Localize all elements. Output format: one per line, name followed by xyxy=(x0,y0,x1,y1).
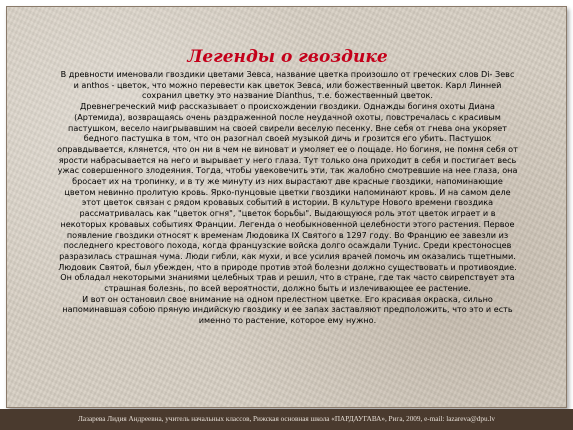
text-line: Людовик Святой, был убежден, что в природе против этой болезни должно существовать и противоядие. xyxy=(58,261,517,272)
text-line: В древности именовали гвоздики цветами Зевса, название цветка произошло от греческих слов Di- Зевс xyxy=(60,69,515,79)
text-line: ярости набрасывается на него и вырывает у него глаза. Тут только она приходит в себя и постигает весь xyxy=(58,154,517,165)
text-line: Он обладал некоторыми знаниями целебных трав и решил, что в стране, где так часто свирепствует эта xyxy=(60,272,515,283)
text-line: бросает их на тропинку, и в ту же минуту из них вырастают две красные гвоздики, напоминающие xyxy=(72,176,503,187)
text-panel xyxy=(6,6,567,408)
text-line: именно то растение, которое ему нужно. xyxy=(198,315,377,326)
page-title: Легенды о гвоздике xyxy=(187,47,388,67)
text-line: (Артемида), возвращаясь очень раздраженной после неудачной охоты, повстречалась с красивым xyxy=(74,111,501,122)
text-line: некоторых кровавых событиях Франции. Легенда о необыкновенной целебности этого растения. Первое xyxy=(60,218,515,229)
text-line: появление гвоздики относят к временам Людовика IX Святого в 1297 году. Во Францию ее завезли из xyxy=(66,229,509,240)
text-line: сохранил цветку это название Dianthus, т.е. божественный цветок. xyxy=(142,90,433,101)
text-line: пастушком, весело наигрывавшим на своей свирели веселую песенку. Вне себя от гнева она укоряет xyxy=(68,122,507,133)
text-line: и anthos - цветок, что можно перевести как цветок Зевса, или божественный цветок. Карл Линней xyxy=(73,79,502,90)
text-line: Древнегреческий миф рассказывает о происхождении гвоздики. Однажды богиня охоты Диана xyxy=(80,101,495,112)
text-line: бедного пастушка в том, что он разогнал своей музыкой дичь и грозится его убить. Пастушок xyxy=(83,133,492,144)
text-line: последнего крестового похода, когда французские войска долго осаждали Тунис. Среди крестоносцев xyxy=(63,240,512,251)
text-line: страшная болезнь, по всей вероятности, должно быть и излечивающее ее растение. xyxy=(104,283,471,294)
text-line: И вот он остановил свое внимание на одном прелестном цветке. Его красивая окраска, сильно xyxy=(82,293,493,304)
legend-text xyxy=(31,69,544,326)
text-line: цветом невинно пролитую кровь. Ярко-пунцовые цветки гвоздики напоминают кровь. И на самом деле xyxy=(64,186,511,197)
text-line: ужас совершенного злодеяния. Тогда, чтобы увековечить эти, так жалобно смотревшие на нее глаза, она xyxy=(57,165,518,176)
text-line: напоминавшая собою пряную индийскую гвоздику и ее запах заставляют предположить, что это и есть xyxy=(62,304,513,315)
text-line: оправдывается, клянется, что он ни в чем не виноват и умоляет ее о пощаде. Но богиня, не помня себя от xyxy=(57,143,518,154)
text-line: этот цветок связан с рядом кровавых событий в истории. В культуре Нового времени гвоздика xyxy=(81,197,494,208)
text-line: разразилась страшная чума. Люди гибли, как мухи, и все усилия врачей помочь им оказались тщетными. xyxy=(59,250,516,261)
text-line: рассматривалась как "цветок огня", "цветок борьбы". Выдающуюся роль этот цветок играет и в xyxy=(79,208,496,219)
author-footer: Лазарева Лидия Андреевна, учитель начальных классов, Рижская основная школа «ПАРДАУГАВА», Рига, 2009, e-mail: lazareva@dpu.lv xyxy=(0,409,573,430)
